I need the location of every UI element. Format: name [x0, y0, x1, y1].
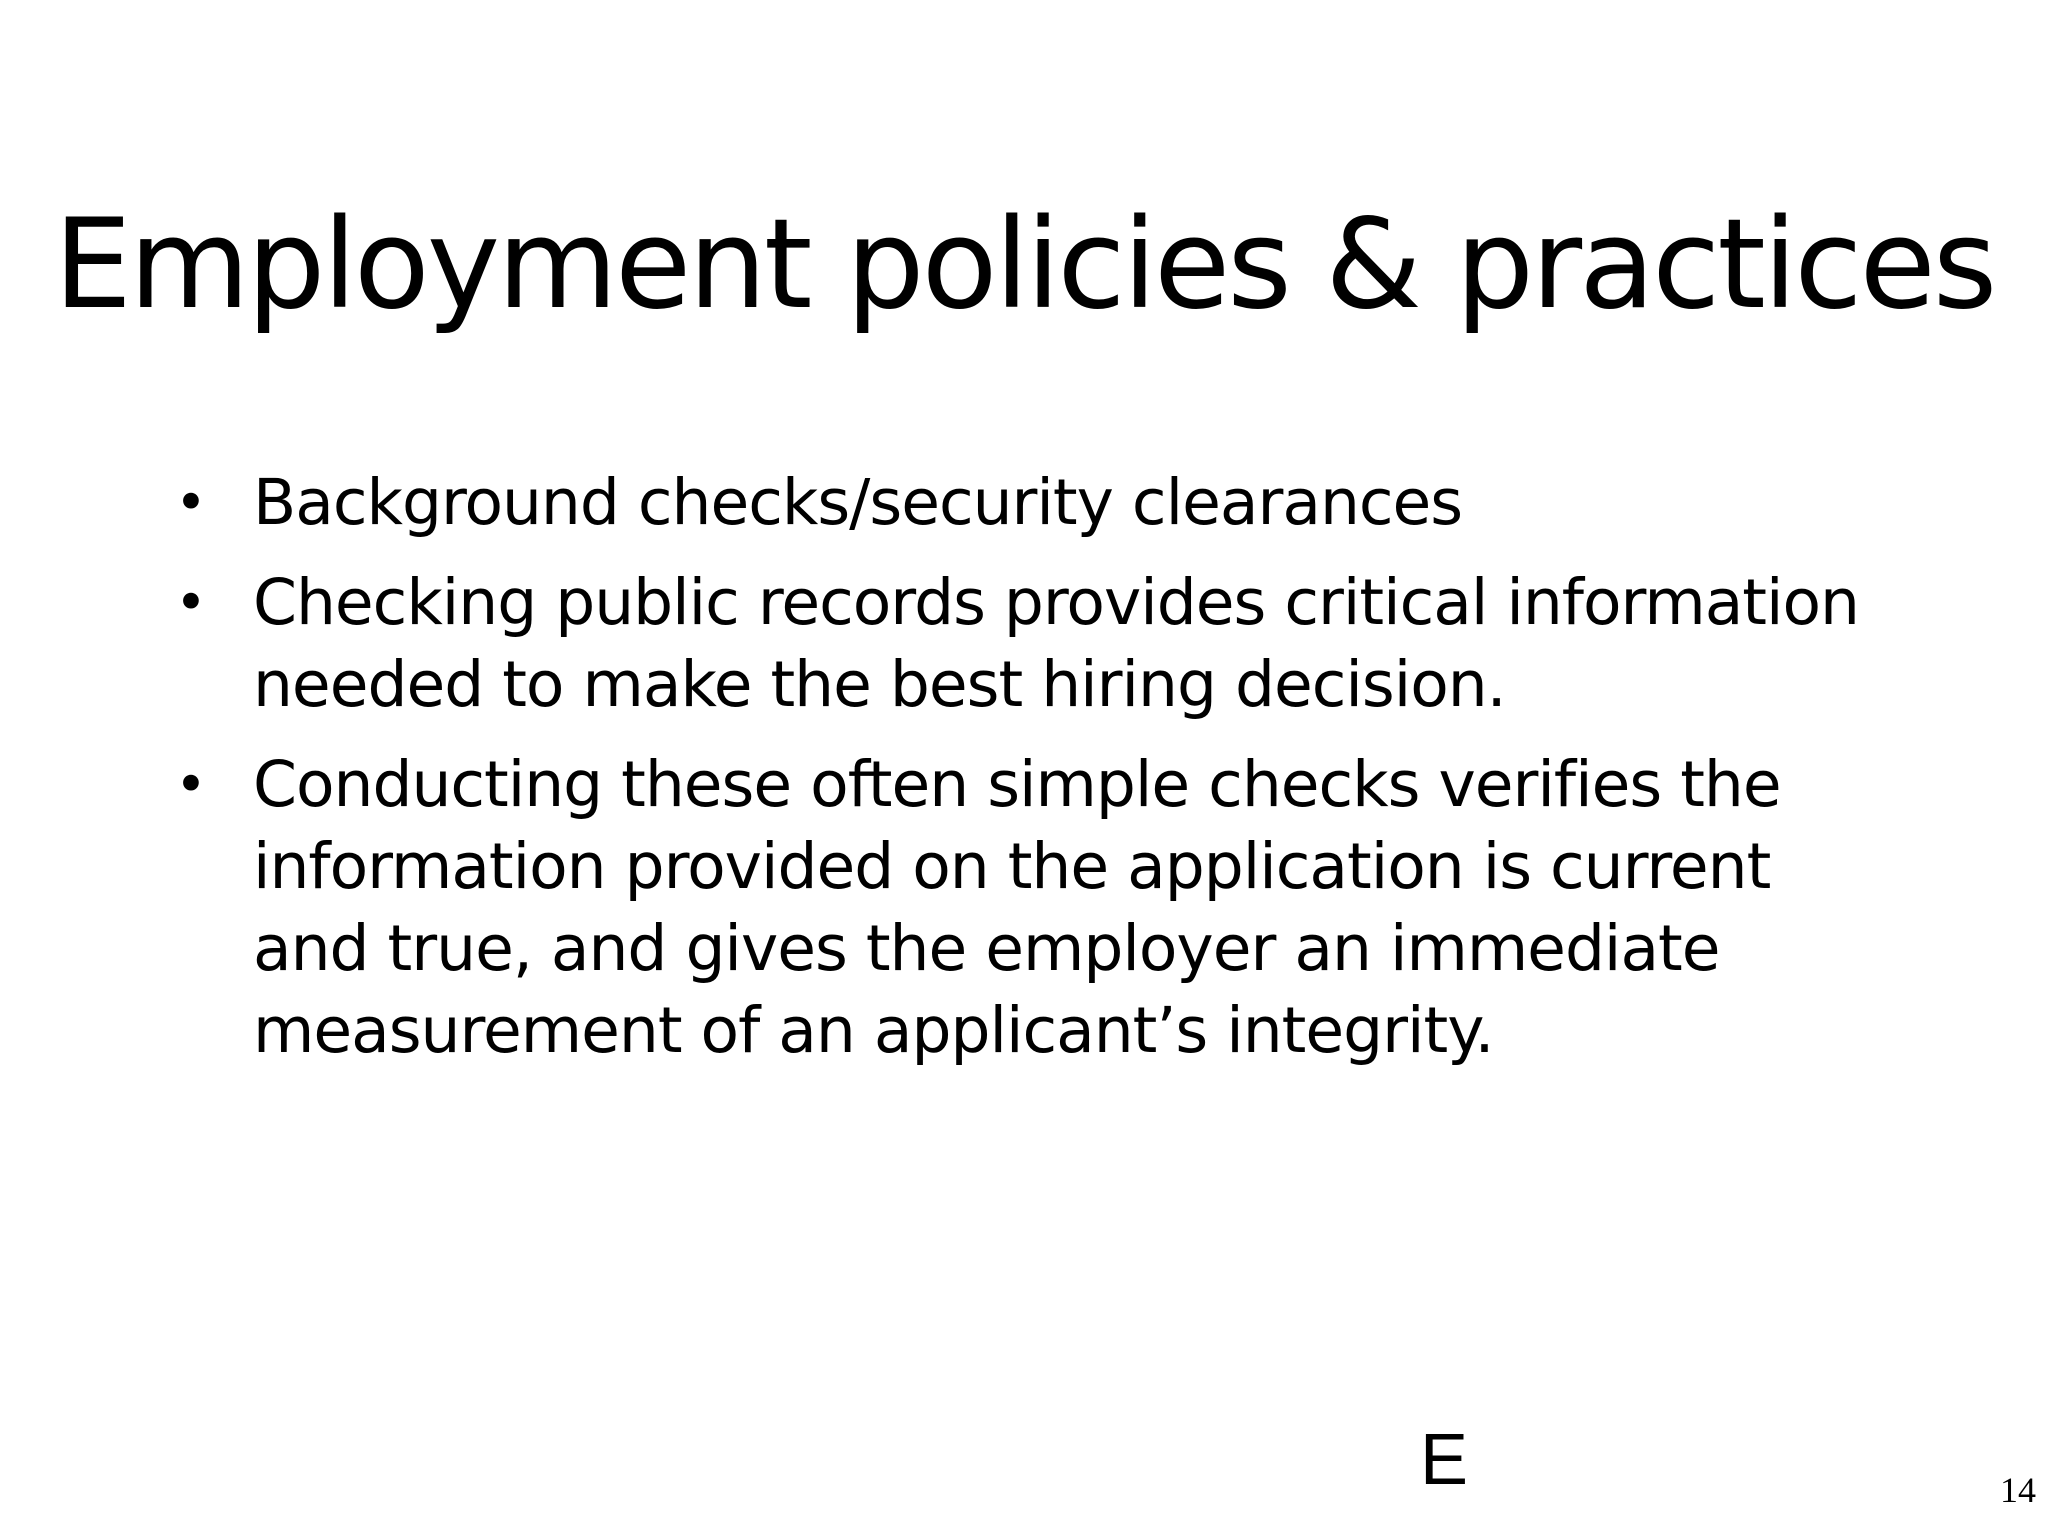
bullet-item: [175, 462, 1875, 544]
bullet-text: Checking public records provides critical information needed to make the best hiring decision.: [253, 566, 1859, 721]
bullet-item: [175, 562, 1875, 726]
bullet-dot-icon: •: [175, 471, 206, 534]
bullet-text: Conducting these often simple checks verifies the information provided on the application is current and true, and gives the employer an immediate measurement of an applicant’s integrity.: [253, 748, 1781, 1067]
page-number: 14: [2000, 1470, 2036, 1510]
slide-title: Employment policies & practices: [53, 193, 1995, 337]
bullet-dot-icon: •: [175, 571, 206, 634]
bullet-item: [175, 744, 1875, 1072]
footer-letter: E: [1420, 1420, 1469, 1500]
bullet-text: Background checks/security clearances: [253, 466, 1463, 539]
bullet-dot-icon: •: [175, 753, 206, 816]
bullet-list: [175, 462, 1875, 1090]
